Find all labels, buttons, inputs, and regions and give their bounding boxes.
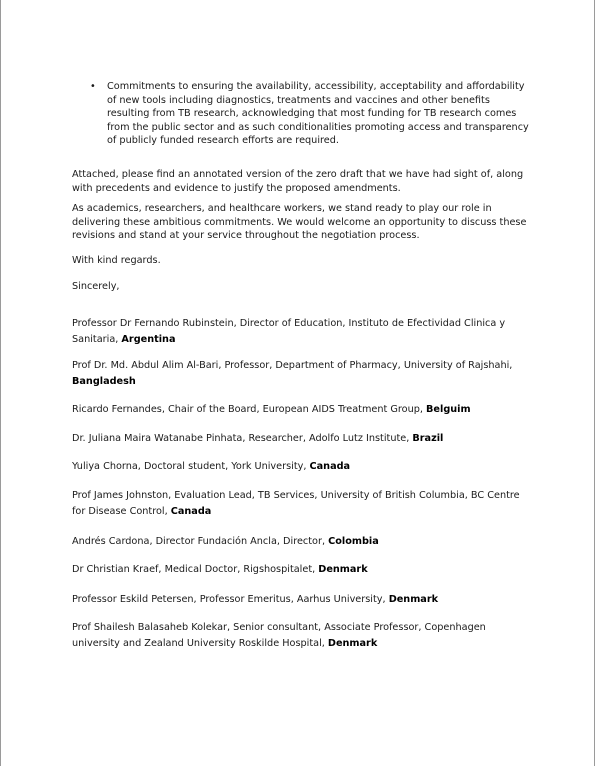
- signatory-text: Prof Dr. Md. Abdul Alim Al-Bari, Professor, Department of Pharmacy, University of Rajshahi,: [72, 360, 513, 371]
- signatory: [72, 431, 532, 447]
- signatory: [72, 402, 532, 418]
- signatory: [72, 592, 532, 608]
- signatory-country: Brazil: [412, 433, 444, 444]
- signatory-text: Prof Shailesh Balasaheb Kolekar, Senior consultant, Associate Professor, Copenhagen university and Zealand University Roskilde Hospital,: [72, 622, 486, 649]
- signatory-country: Colombia: [328, 536, 379, 547]
- signatory: [72, 534, 532, 550]
- signatory: [72, 358, 532, 389]
- signatory: [72, 562, 532, 578]
- signatory-country: Bangladesh: [72, 375, 136, 387]
- bullet-text: Commitments to ensuring the availability, accessibility, acceptability and affordability of new tools including diagnostics, treatments and vaccines and other benefits resulting from TB research, acknowledging that most funding for TB research comes from the public sector and as such conditionalities promoting access and transparency of publicly funded research efforts are required.: [107, 81, 529, 147]
- signatory-text: Ricardo Fernandes, Chair of the Board, European AIDS Treatment Group,: [72, 404, 427, 415]
- signatory-country: Belguim: [426, 404, 471, 415]
- signatory-country: Argentina: [121, 333, 176, 345]
- academics-paragraph: As academics, researchers, and healthcare workers, we stand ready to play our role in delivering these ambitious commitments. We would welcome an opportunity to discuss these revisions and stand at your service throughout the negotiation process.: [72, 203, 527, 242]
- bullet-item: [90, 80, 530, 148]
- signatory-text: Dr Christian Kraef, Medical Doctor, Rigshospitalet,: [72, 564, 319, 575]
- signatory-text: Andrés Cardona, Director Fundación Ancla, Director,: [72, 536, 329, 547]
- signatory-text: Dr. Juliana Maira Watanabe Pinhata, Researcher, Adolfo Lutz Institute,: [72, 433, 413, 444]
- signatory: [72, 488, 532, 519]
- signatory: [72, 316, 532, 347]
- signatory-country: Canada: [309, 461, 351, 472]
- signatory-text: Professor Dr Fernando Rubinstein, Director of Education, Instituto de Efectividad Clinica y Sanitaria,: [72, 318, 506, 345]
- signatory: [72, 620, 532, 651]
- regards-line: With kind regards.: [72, 255, 161, 266]
- signatory-country: Canada: [170, 505, 212, 517]
- signatory-text: Yuliya Chorna, Doctoral student, York University,: [72, 461, 310, 472]
- signatory-country: Denmark: [327, 637, 378, 649]
- signatory: [72, 459, 532, 475]
- bullet-dot-icon: •: [90, 81, 96, 92]
- signatory-text: Prof James Johnston, Evaluation Lead, TB Services, University of British Columbia, BC Centre for Disease Control,: [72, 490, 520, 517]
- attached-paragraph: Attached, please find an annotated version of the zero draft that we have had sight of, along with precedents and evidence to justify the proposed amendments.: [72, 169, 524, 194]
- signatory-country: Denmark: [388, 594, 439, 605]
- signatory-country: Denmark: [318, 564, 368, 575]
- sincerely-line: Sincerely,: [72, 281, 120, 292]
- signatory-text: Professor Eskild Petersen, Professor Emeritus, Aarhus University,: [72, 594, 389, 605]
